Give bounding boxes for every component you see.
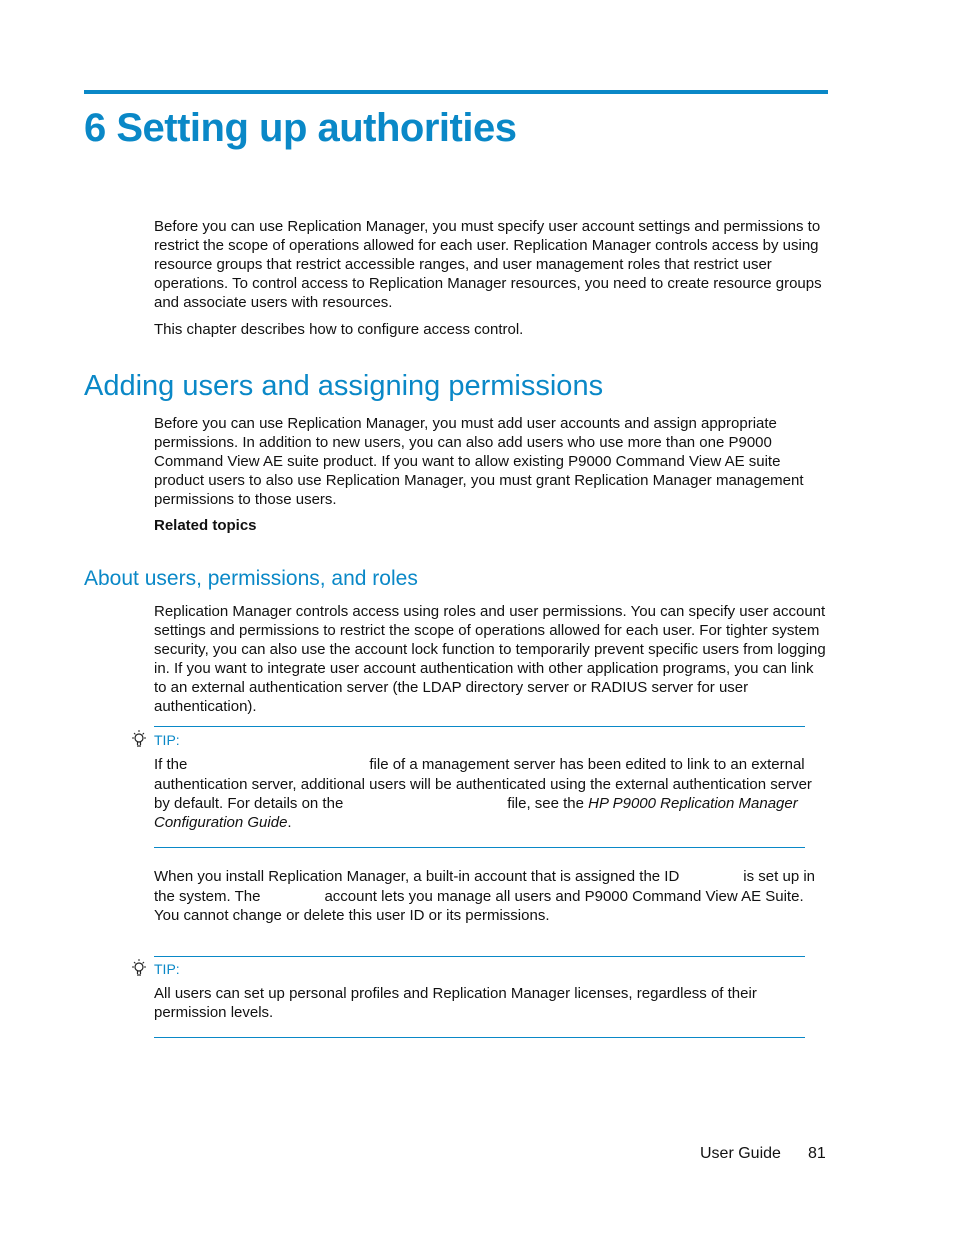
about-users-paragraph: Replication Manager controls access using roles and user permissions. You can specify user account settings and permissions to restrict the scope of operations allowed for each user. For tighter system security, you can also use the account lock function to temporarily prevent specific users from logging in. If you want to integrate user account authentication with other application programs, you can link to an external authentication server (the LDAP directory server or RADIUS server for user authentication). — [154, 603, 826, 715]
section-heading-about-users: About users, permissions, and roles — [84, 567, 418, 590]
builtin-line — [154, 867, 830, 886]
tip-top-rule — [154, 956, 805, 957]
tip-2-body: All users can set up personal profiles and Replication Manager licenses, regardless of their permission levels. — [154, 985, 757, 1021]
tip-1-text: file, see the — [507, 795, 584, 812]
tip-label: TIP: — [154, 732, 180, 748]
tip-bottom-rule — [154, 1037, 805, 1038]
tip-1-line: authentication server, additional users will be authenticated using the external authentication server — [154, 776, 812, 793]
builtin-text: is set up in — [743, 868, 816, 885]
tip-1-line — [154, 794, 805, 813]
lightbulb-icon — [130, 958, 148, 978]
tip-1-text: If the — [154, 756, 188, 773]
tip-1-line — [154, 813, 805, 832]
footer-guide-name: User Guide — [700, 1145, 781, 1162]
tip-1-line — [154, 755, 805, 774]
tip-1-body — [154, 755, 812, 832]
guide-title-reference: HP P9000 Replication Manager — [588, 795, 798, 812]
builtin-account-paragraph — [154, 867, 830, 925]
tip-bottom-rule — [154, 847, 805, 848]
section-adding-users-paragraph: Before you can use Replication Manager, you must add user accounts and assign appropriate permissions. In addition to new users, you can also add users who use more than one P9000 Command View AE suite product. If you want to allow existing P9000 Command View AE suite product users to also use Replication Manager, you must grant Replication Manager management permissions to those users. — [154, 415, 804, 508]
intro-paragraph-2: This chapter describes how to configure access control. — [154, 321, 524, 338]
section-heading-adding-users: Adding users and assigning permissions — [84, 370, 604, 402]
chapter-top-rule — [84, 90, 828, 94]
chapter-title: 6 Setting up authorities — [84, 106, 517, 150]
tip-label: TIP: — [154, 961, 180, 977]
guide-title-reference: Configuration Guide — [154, 814, 288, 831]
tip-1-text: file of a management server has been edited to link to an external — [369, 756, 805, 773]
builtin-text: the system. The — [154, 888, 261, 905]
builtin-line — [154, 887, 830, 906]
builtin-text: When you install Replication Manager, a built-in account that is assigned the ID — [154, 868, 680, 885]
footer-page-number: 81 — [808, 1145, 826, 1162]
related-topics-label: Related topics — [154, 517, 257, 534]
lightbulb-icon — [130, 729, 148, 749]
tip-top-rule — [154, 726, 805, 727]
builtin-line: You cannot change or delete this user ID or its permissions. — [154, 907, 550, 924]
builtin-text: account lets you manage all users and P9000 Command View AE Suite. — [324, 888, 804, 905]
intro-paragraph: Before you can use Replication Manager, you must specify user account settings and permissions to restrict the scope of operations allowed for each user. Replication Manager controls access by using resource groups that restrict accessible ranges, and user management roles that restrict user operations. To control access to Replication Manager resources, you need to create resource groups and associate users with resources. — [154, 218, 822, 311]
tip-1-text: by default. For details on the — [154, 795, 344, 812]
tip-1-text: . — [287, 814, 292, 831]
